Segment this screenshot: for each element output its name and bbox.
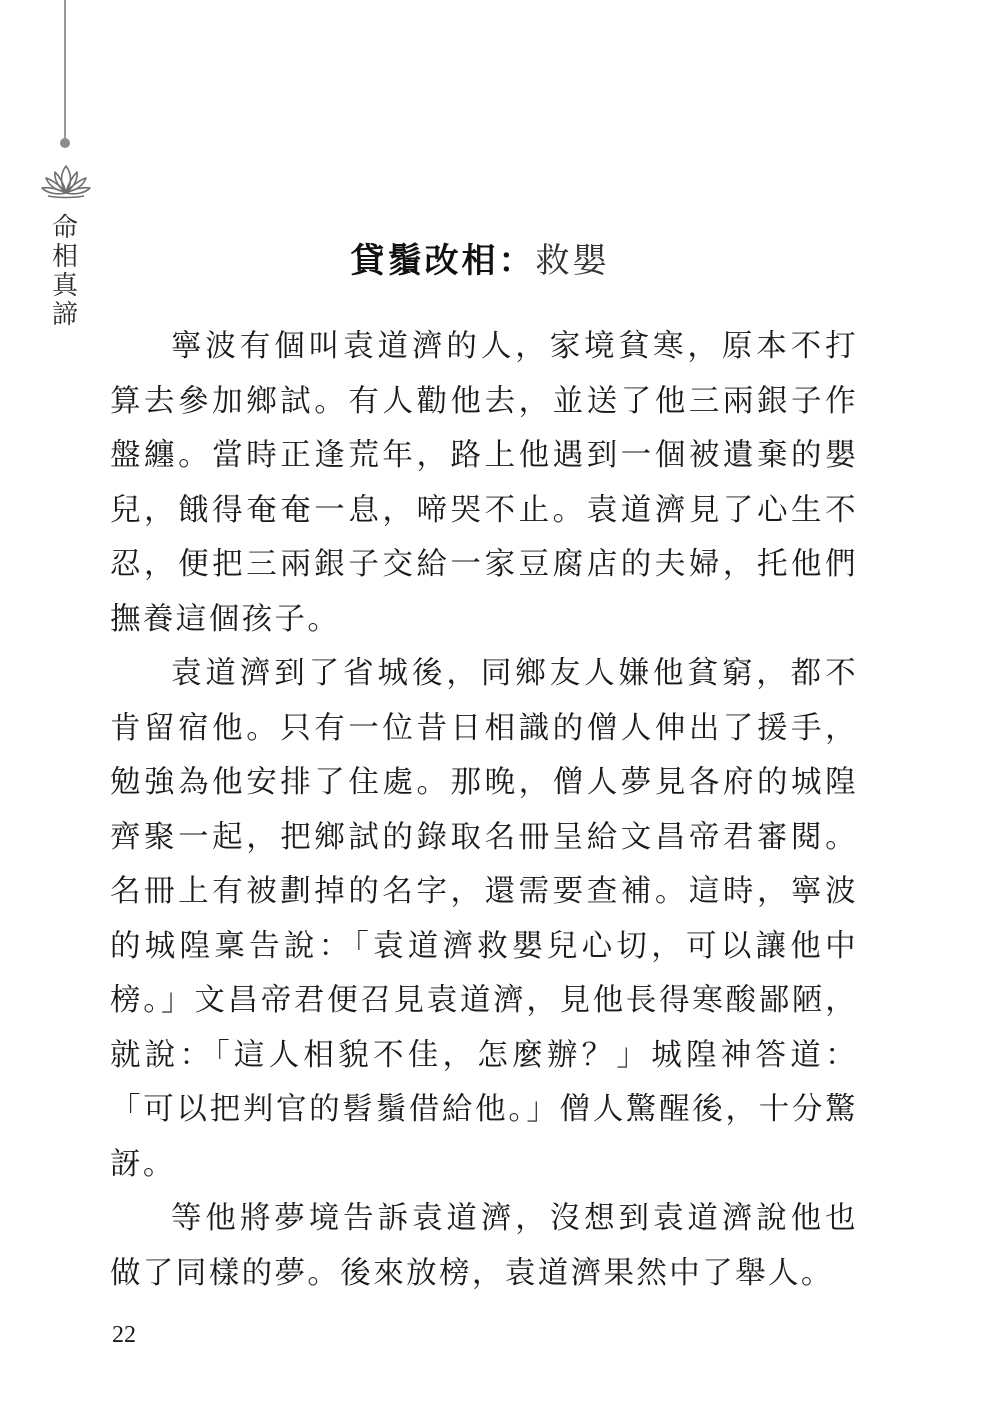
paragraph: 袁道濟到了省城後，同鄉友人嫌他貧窮，都不肯留宿他。只有一位昔日相識的僧人伸出了援手，勉強為他安排了住處。那晚，僧人夢見各府的城隍齊聚一起，把鄉試的錄取名冊呈給文昌帝君審閱。名冊上有被劃掉的名字，還需要查補。這時，寧波的城隍稟告說：「袁道濟救嬰兒心切，可以讓他中榜。」文昌帝君便召見袁道濟，見他長得寒酸鄙陋，就說：「這人相貌不佳，怎麼辦？」城隍神答道：「可以把判官的髫鬚借給他。」僧人驚醒後，十分驚訝。 <box>110 656 858 1182</box>
chapter-title-main: 貸鬚改相： <box>350 241 536 281</box>
running-title-char: 諦 <box>51 300 78 330</box>
running-title-char: 命 <box>51 213 78 243</box>
chapter-title-sub: 救嬰 <box>535 241 610 281</box>
running-title <box>48 214 82 330</box>
paragraph: 寧波有個叫袁道濟的人，家境貧寒，原本不打算去參加鄉試。有人勸他去，並送了他三兩銀子作盤纏。當時正逢荒年，路上他遇到一個被遺棄的嬰兒，餓得奄奄一息，啼哭不止。袁道濟見了心生不忍，便把三兩銀子交給一家豆腐店的夫婦，托他們撫養這個孩子。 <box>110 329 858 637</box>
margin-rule <box>64 0 66 142</box>
running-title-char: 相 <box>51 242 78 272</box>
running-title-char: 真 <box>51 271 78 301</box>
lotus-icon <box>40 162 92 200</box>
margin-rule-dot <box>60 138 70 148</box>
page-number: 22 <box>112 1322 136 1348</box>
chapter-title <box>110 236 850 286</box>
paragraph: 等他將夢境告訴袁道濟，沒想到袁道濟說他也做了同樣的夢。後來放榜，袁道濟果然中了舉人。 <box>110 1201 858 1291</box>
body-text <box>110 320 858 1301</box>
